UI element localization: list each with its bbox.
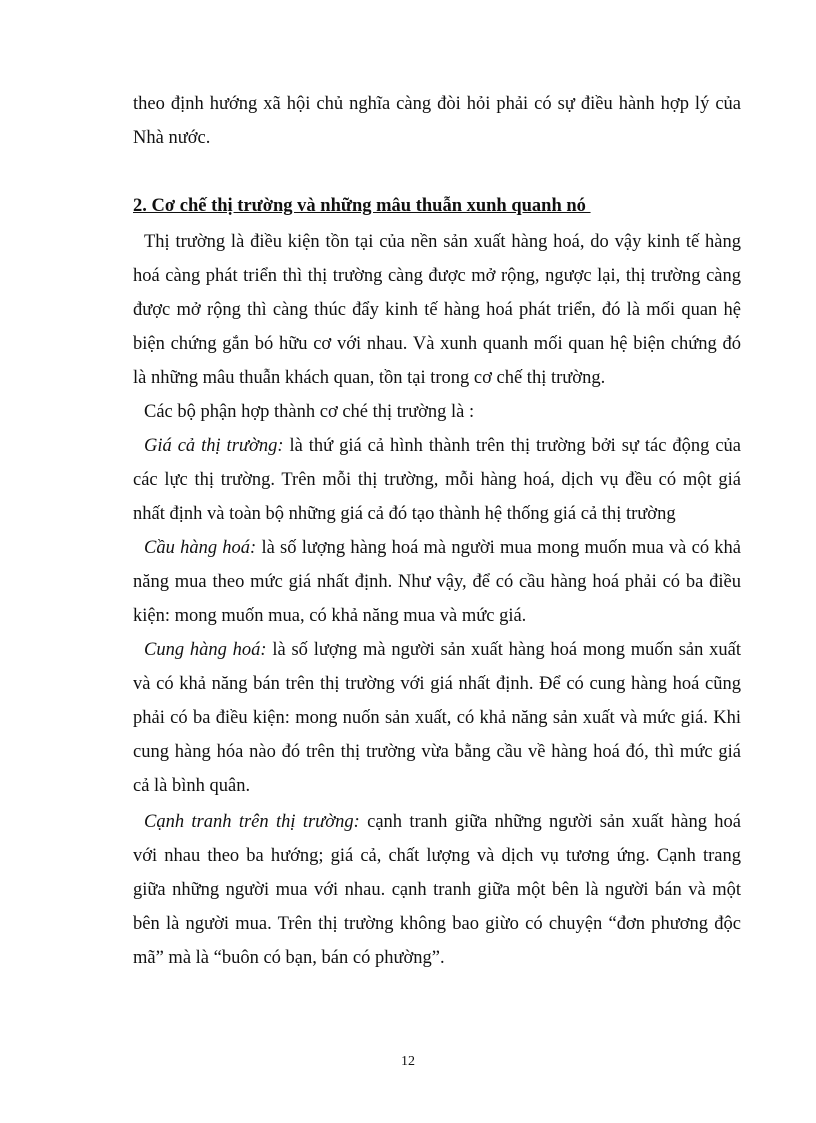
para1-line-4: biện chứng gắn bó hữu cơ với nhau. Và xunh quanh mối quan hệ biện chứng đó <box>133 334 741 354</box>
para1-line-1: Thị trường là điều kiện tồn tại của nền sản xuất hàng hoá, do vậy kinh tế hàng <box>144 232 741 252</box>
intro-line-1: theo định hướng xã hội chủ nghĩa càng đòi hỏi phải có sự điều hành hợp lý của <box>133 94 741 114</box>
competition-term: Cạnh tranh trên thị trường: <box>144 812 360 832</box>
price-term: Giá cả thị trường: <box>144 436 284 456</box>
competition-line-4: bên là người mua. Trên thị trường không bao giừo có chuyện “đơn phương độc <box>133 914 741 934</box>
intro-line-2: Nhà nước. <box>133 128 211 148</box>
supply-first-rest: là số lượng mà người sản xuất hàng hoá mong muốn sản xuất <box>266 640 741 660</box>
price-line-1 <box>144 434 741 458</box>
price-line-2: các lực thị trường. Trên mỗi thị trường, mỗi hàng hoá, dịch vụ đều có một giá <box>133 470 741 490</box>
supply-line-1 <box>144 638 741 662</box>
para1-line-3: được mở rộng thì càng thúc đẩy kinh tế hàng hoá phát triển, đó là mối quan hệ <box>133 300 741 320</box>
supply-line-5: cả là bình quân. <box>133 776 251 796</box>
supply-line-3: phải có ba điều kiện: mong nuốn sản xuất, có khả năng sản xuất và mức giá. Khi <box>133 708 741 728</box>
competition-line-5: mã” mà là “buôn có bạn, bán có phường”. <box>133 948 445 968</box>
demand-line-1 <box>144 536 741 560</box>
competition-first-rest: cạnh tranh giữa những người sản xuất hàng hoá <box>359 812 741 832</box>
section-heading: 2. Cơ chế thị trường và những mâu thuẫn xunh quanh nó <box>133 196 591 216</box>
demand-first-rest: là số lượng hàng hoá mà người mua mong muốn mua và có khả <box>256 538 742 558</box>
demand-line-2: năng mua theo mức giá nhất định. Như vậy, để có cầu hàng hoá phải có ba điều <box>133 572 741 592</box>
para1-line-2: hoá càng phát triển thì thị trường càng được mở rộng, ngược lại, thị trường càng <box>133 266 741 286</box>
supply-line-2: và có khả năng bán trên thị trường với giá nhất định. Để có cung hàng hoá cũng <box>133 674 741 694</box>
supply-line-4: cung hàng hóa nào đó trên thị trường vừa bằng cầu về hàng hoá đó, thì mức giá <box>133 742 741 762</box>
para1-line-5: là những mâu thuẫn khách quan, tồn tại trong cơ chế thị trường. <box>133 368 606 388</box>
competition-line-2: với nhau theo ba hướng; giá cả, chất lượng và dịch vụ tương ứng. Cạnh trang <box>133 846 741 866</box>
competition-line-1 <box>144 810 741 834</box>
para2-line: Các bộ phận hợp thành cơ ché thị trường là : <box>144 402 475 422</box>
demand-line-3: kiện: mong muốn mua, có khả năng mua và mức giá. <box>133 606 527 626</box>
price-line-3: nhất định và toàn bộ những giá cả đó tạo thành hệ thống giá cả thị trường <box>133 504 676 524</box>
supply-term: Cung hàng hoá: <box>144 640 267 660</box>
competition-line-3: giữa những người mua với nhau. cạnh tranh giữa một bên là người bán và một <box>133 880 741 900</box>
demand-term: Cầu hàng hoá: <box>144 538 257 558</box>
price-first-rest: là thứ giá cả hình thành trên thị trường bởi sự tác động của <box>283 436 741 456</box>
page-number: 12 <box>401 1054 415 1069</box>
